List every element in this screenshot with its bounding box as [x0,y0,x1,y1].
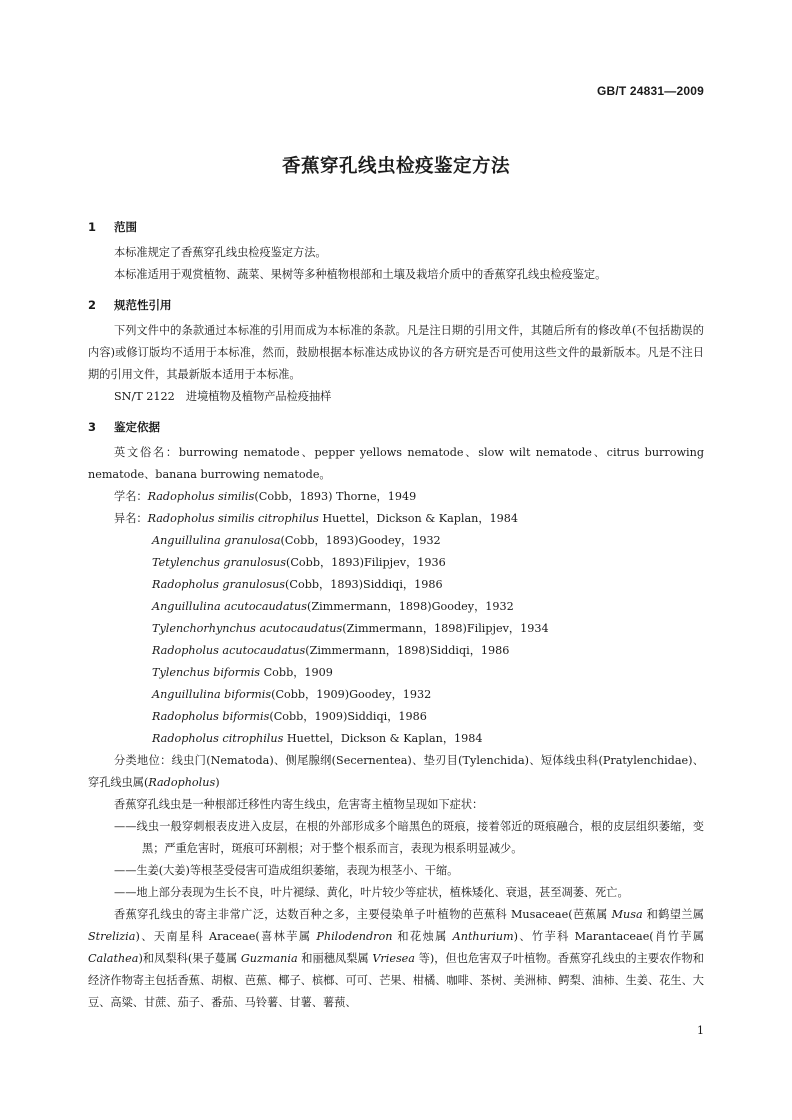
label: 英文俗名： [114,446,179,459]
species-name: Radopholus granulosus [152,578,286,591]
text: 和鹤望兰属 [642,908,704,921]
text: 香蕉穿孔线虫的寄主非常广泛，达数百种之多，主要侵染单子叶植物的芭蕉科 Musaceae(芭蕉属 [114,908,612,921]
author: (Cobb，1893)Siddiqi，1986 [285,578,443,591]
species-name: Tylenchorhynchus acutocaudatus [152,622,343,635]
standard-number: GB/T 24831—2009 [596,84,704,98]
section-heading-references [88,294,704,316]
synonym [88,728,704,750]
author: Cobb，1909 [260,666,333,679]
section-title: 范围 [114,220,137,234]
text: 和丽穗凤梨属 [297,952,373,965]
document-title: 香蕉穿孔线虫检疫鉴定方法 [281,156,510,177]
synonym [88,662,704,684]
synonym [88,706,704,728]
author: Huettel，Dickson & Kaplan，1984 [318,512,519,525]
classification-text: 分类地位：线虫门(Nematoda)、侧尾腺纲(Secernentea)、垫刃目(Tylenchida)、短体线虫科(Pratylenchidae)、穿孔线虫属( [88,754,704,789]
genus-name: Philodendron [316,930,393,943]
synonym [88,618,704,640]
species-name: Radopholus citrophilus [152,732,284,745]
section-number: 1 [88,220,97,234]
author: (Cobb，1909)Goodey，1932 [271,688,432,701]
section-title: 规范性引用 [114,298,172,312]
species-name: Anguillulina acutocaudatus [152,600,307,613]
label: 异名： [114,512,148,525]
text: )和凤梨科(果子蔓属 [138,952,241,965]
text: )、竹芋科 Marantaceae(肖竹芋属 [513,930,704,943]
section-title: 鉴定依据 [114,420,160,434]
synonym [88,596,704,618]
author: (Cobb，1909)Siddiqi，1986 [269,710,427,723]
section-heading-scope [88,216,704,238]
genus-name: Strelizia [88,930,136,943]
symptom-item: ——线虫一般穿刺根表皮进入皮层，在根的外部形成多个暗黑色的斑痕，接着邻近的斑痕融合，根的皮层组织萎缩，变黑；严重危害时，斑痕可环割根；对于整个根系而言，表现为根系明显减少。 [114,820,704,855]
scientific-name [88,486,704,508]
author: Huettel，Dickson & Kaplan，1984 [283,732,483,745]
host-range [88,904,704,1014]
normative-reference: SN/T 2122 进境植物及植物产品检疫抽样 [114,390,332,403]
synonym [88,574,704,596]
genus-name: Calathea [88,952,139,965]
text: 等)，但也危害双子叶植物。香蕉穿孔线虫的主要农作物和经济作物寄主包括香蕉、胡椒、芭蕉、椰子、槟榔、可可、芒果、柑橘、咖啡、茶树、美洲柿、鳄梨、油柿、生姜、花生、大豆、高粱、甘蔗、茄子、番茄、马铃薯、甘薯、薯蓣、 [88,952,704,1009]
section-number: 2 [88,298,97,312]
author: (Zimmermann，1898)Goodey，1932 [306,600,514,613]
synonym [88,684,704,706]
author: (Zimmermann，1898)Siddiqi，1986 [305,644,510,657]
synonym [88,552,704,574]
synonym-first [88,508,704,530]
species-name: Radopholus acutocaudatus [152,644,306,657]
author: (Cobb，1893)Goodey，1932 [280,534,441,547]
classification-end: ) [215,776,220,789]
text: )、天南星科 Araceae(喜林芋属 [135,930,317,943]
common-names [88,442,704,486]
author: (Cobb，1893) Thorne，1949 [254,490,417,503]
paragraph: 本标准适用于观赏植物、蔬菜、果树等多种植物根部和土壤及栽培介质中的香蕉穿孔线虫检疫鉴定。 [114,268,607,281]
species-name: Anguillulina biformis [152,688,272,701]
value: burrowing nematode、pepper yellows nematode、slow wilt nematode、citrus burrowing nematode、banana burrowing nematode。 [88,446,704,481]
species-name: Radopholus biformis [152,710,270,723]
paragraph: 本标准规定了香蕉穿孔线虫检疫鉴定方法。 [114,246,327,259]
genus-name: Guzmania [240,952,298,965]
genus-name: Anthurium [452,930,514,943]
synonym [88,640,704,662]
symptom-intro: 香蕉穿孔线虫是一种根部迁移性内寄生线虫，危害寄主植物呈现如下症状： [114,798,484,811]
species-name: Radopholus similis [147,490,255,503]
classification [88,750,704,794]
paragraph: 下列文件中的条款通过本标准的引用而成为本标准的条款。凡是注日期的引用文件，其随后所有的修改单(不包括勘误的内容)或修订版均不适用于本标准，然而，鼓励根据本标准达成协议的各方研究是否可使用这些文件的最新版本。凡是不注日期的引用文件，其最新版本适用于本标准。 [88,324,704,381]
genus-name: Radopholus [148,776,216,789]
section-number: 3 [88,420,97,434]
section-heading-basis [88,416,704,438]
author: (Cobb，1893)Filipjev，1936 [286,556,446,569]
symptom-item: ——地上部分表现为生长不良，叶片褪绿、黄化，叶片较少等症状，植株矮化、衰退，甚至凋萎、死亡。 [114,886,629,899]
species-name: Anguillulina granulosa [152,534,281,547]
synonym [88,530,704,552]
page-number: 1 [697,1024,704,1037]
document-body [88,214,704,1014]
species-name: Tetylenchus granulosus [152,556,286,569]
symptom-item: ——生姜(大姜)等根茎受侵害可造成组织萎缩，表现为根茎小、干缩。 [114,864,459,877]
genus-name: Vriesea [372,952,415,965]
species-name: Tylenchus biformis [152,666,261,679]
label: 学名： [114,490,148,503]
species-name: Radopholus similis citrophilus [147,512,319,525]
text: 和花烛属 [392,930,453,943]
genus-name: Musa [611,908,643,921]
author: (Zimmermann，1898)Filipjev，1934 [342,622,549,635]
